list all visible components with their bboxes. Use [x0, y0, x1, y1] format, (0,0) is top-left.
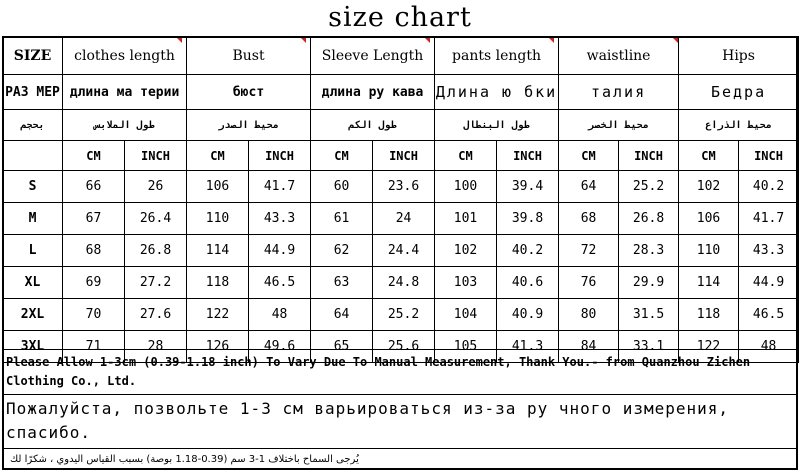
size-label: L	[3, 235, 63, 267]
unit-cm: CM	[187, 141, 249, 171]
measurement-cell: 72	[559, 235, 619, 267]
measurement-cell: 28	[125, 331, 187, 363]
header-pants-length: pants length	[435, 37, 559, 75]
header-ru-sleeve-length: длина ру кава	[311, 75, 435, 110]
measurement-cell: 105	[435, 331, 497, 363]
measurement-cell: 66	[63, 171, 125, 203]
chart-frame	[2, 36, 798, 470]
measurement-cell: 60	[311, 171, 373, 203]
measurement-cell: 39.8	[497, 203, 559, 235]
unit-cm: CM	[63, 141, 125, 171]
size-label: 3XL	[3, 331, 63, 363]
measurement-cell: 49.6	[249, 331, 311, 363]
header-bust: Bust	[187, 37, 311, 75]
unit-cm: CM	[435, 141, 497, 171]
header-ru-bust: бюст	[187, 75, 311, 110]
note-russian: Пожалуйста, позвольте 1-3 см варьироваться из-за ру чного измерения, спасибо.	[2, 394, 798, 448]
measurement-cell: 26.4	[125, 203, 187, 235]
measurement-cell: 29.9	[619, 267, 679, 299]
size-label: 2XL	[3, 299, 63, 331]
measurement-cell: 27.6	[125, 299, 187, 331]
measurement-cell: 122	[679, 331, 739, 363]
measurement-cell: 25.6	[373, 331, 435, 363]
measurement-cell: 46.5	[739, 299, 799, 331]
header-ar-sleeve-length: طول الكم	[311, 110, 435, 141]
measurement-cell: 48	[249, 299, 311, 331]
measurement-cell: 84	[559, 331, 619, 363]
measurement-cell: 64	[311, 299, 373, 331]
measurement-cell: 31.5	[619, 299, 679, 331]
measurement-cell: 110	[679, 235, 739, 267]
measurement-cell: 43.3	[249, 203, 311, 235]
header-ru-hips: Бедра	[679, 75, 799, 110]
unit-cm: CM	[559, 141, 619, 171]
size-label: S	[3, 171, 63, 203]
measurement-cell: 40.2	[739, 171, 799, 203]
header-sleeve-length: Sleeve Length	[311, 37, 435, 75]
measurement-cell: 40.2	[497, 235, 559, 267]
measurement-cell: 104	[435, 299, 497, 331]
measurement-cell: 101	[435, 203, 497, 235]
size-label: XL	[3, 267, 63, 299]
header-ru-pants-length: Длина ю бки	[435, 75, 559, 110]
measurement-cell: 44.9	[249, 235, 311, 267]
unit-inch: INCH	[497, 141, 559, 171]
measurement-cell: 41.3	[497, 331, 559, 363]
header-clothes-length: clothes length	[63, 37, 187, 75]
unit-cm: CM	[679, 141, 739, 171]
chart-title: size chart	[328, 2, 472, 33]
measurement-cell: 44.9	[739, 267, 799, 299]
measurement-cell: 102	[435, 235, 497, 267]
measurement-cell: 27.2	[125, 267, 187, 299]
measurement-cell: 126	[187, 331, 249, 363]
measurement-cell: 65	[311, 331, 373, 363]
unit-inch: INCH	[739, 141, 799, 171]
header-size: SIZE	[3, 37, 63, 75]
measurement-cell: 25.2	[373, 299, 435, 331]
measurement-cell: 76	[559, 267, 619, 299]
measurement-cell: 71	[63, 331, 125, 363]
unit-inch: INCH	[249, 141, 311, 171]
measurement-cell: 67	[63, 203, 125, 235]
measurement-cell: 43.3	[739, 235, 799, 267]
header-ar-size: بحجم	[3, 110, 63, 141]
measurement-cell: 110	[187, 203, 249, 235]
measurement-cell: 106	[187, 171, 249, 203]
size-label: M	[3, 203, 63, 235]
note-arabic: يُرجى السماح باختلاف 1-3 سم (0.39-1.18 بوصة) بسبب القياس اليدوي ، شكرًا لك	[2, 448, 798, 470]
header-hips: Hips	[679, 37, 799, 75]
measurement-cell: 114	[187, 235, 249, 267]
measurement-cell: 24	[373, 203, 435, 235]
header-ar-waistline: محيط الخصر	[559, 110, 679, 141]
measurement-cell: 26	[125, 171, 187, 203]
measurement-cell: 24.4	[373, 235, 435, 267]
measurement-cell: 40.9	[497, 299, 559, 331]
measurement-cell: 80	[559, 299, 619, 331]
measurement-cell: 41.7	[739, 203, 799, 235]
measurement-cell: 118	[187, 267, 249, 299]
measurement-cell: 62	[311, 235, 373, 267]
unit-cm: CM	[311, 141, 373, 171]
header-ar-bust: محيط الصدر	[187, 110, 311, 141]
measurement-cell: 28.3	[619, 235, 679, 267]
measurement-cell: 26.8	[125, 235, 187, 267]
measurement-cell: 25.2	[619, 171, 679, 203]
measurement-cell: 106	[679, 203, 739, 235]
header-ru-size: РАЗ МЕР	[3, 75, 63, 110]
measurement-cell: 68	[559, 203, 619, 235]
measurement-cell: 70	[63, 299, 125, 331]
header-ru-waistline: талия	[559, 75, 679, 110]
measurement-cell: 40.6	[497, 267, 559, 299]
measurement-cell: 102	[679, 171, 739, 203]
measurement-cell: 46.5	[249, 267, 311, 299]
measurement-cell: 100	[435, 171, 497, 203]
measurement-cell: 48	[739, 331, 799, 363]
measurement-cell: 41.7	[249, 171, 311, 203]
measurement-cell: 23.6	[373, 171, 435, 203]
header-ru-clothes-length: длина ма терии	[63, 75, 187, 110]
measurement-cell: 64	[559, 171, 619, 203]
measurement-cell: 39.4	[497, 171, 559, 203]
note-english: Please Allow 1-3cm (0.39-1.18 inch) To Vary Due To Manual Measurement, Thank You.- from Quanzhou Zichen Clothing Co., Ltd.	[2, 349, 798, 394]
measurement-cell: 122	[187, 299, 249, 331]
measurement-cell: 24.8	[373, 267, 435, 299]
header-waistline: waistline	[559, 37, 679, 75]
header-ar-pants-length: طول البنطال	[435, 110, 559, 141]
measurement-cell: 63	[311, 267, 373, 299]
header-ar-hips: محيط الذراع	[679, 110, 799, 141]
measurement-cell: 118	[679, 299, 739, 331]
measurement-cell: 114	[679, 267, 739, 299]
measurement-cell: 103	[435, 267, 497, 299]
measurement-cell: 68	[63, 235, 125, 267]
unit-inch: INCH	[125, 141, 187, 171]
measurement-cell: 33.1	[619, 331, 679, 363]
measurement-cell: 69	[63, 267, 125, 299]
measurement-cell: 26.8	[619, 203, 679, 235]
unit-inch: INCH	[373, 141, 435, 171]
unit-inch: INCH	[619, 141, 679, 171]
measurement-cell: 61	[311, 203, 373, 235]
header-ar-clothes-length: طول الملابس	[63, 110, 187, 141]
